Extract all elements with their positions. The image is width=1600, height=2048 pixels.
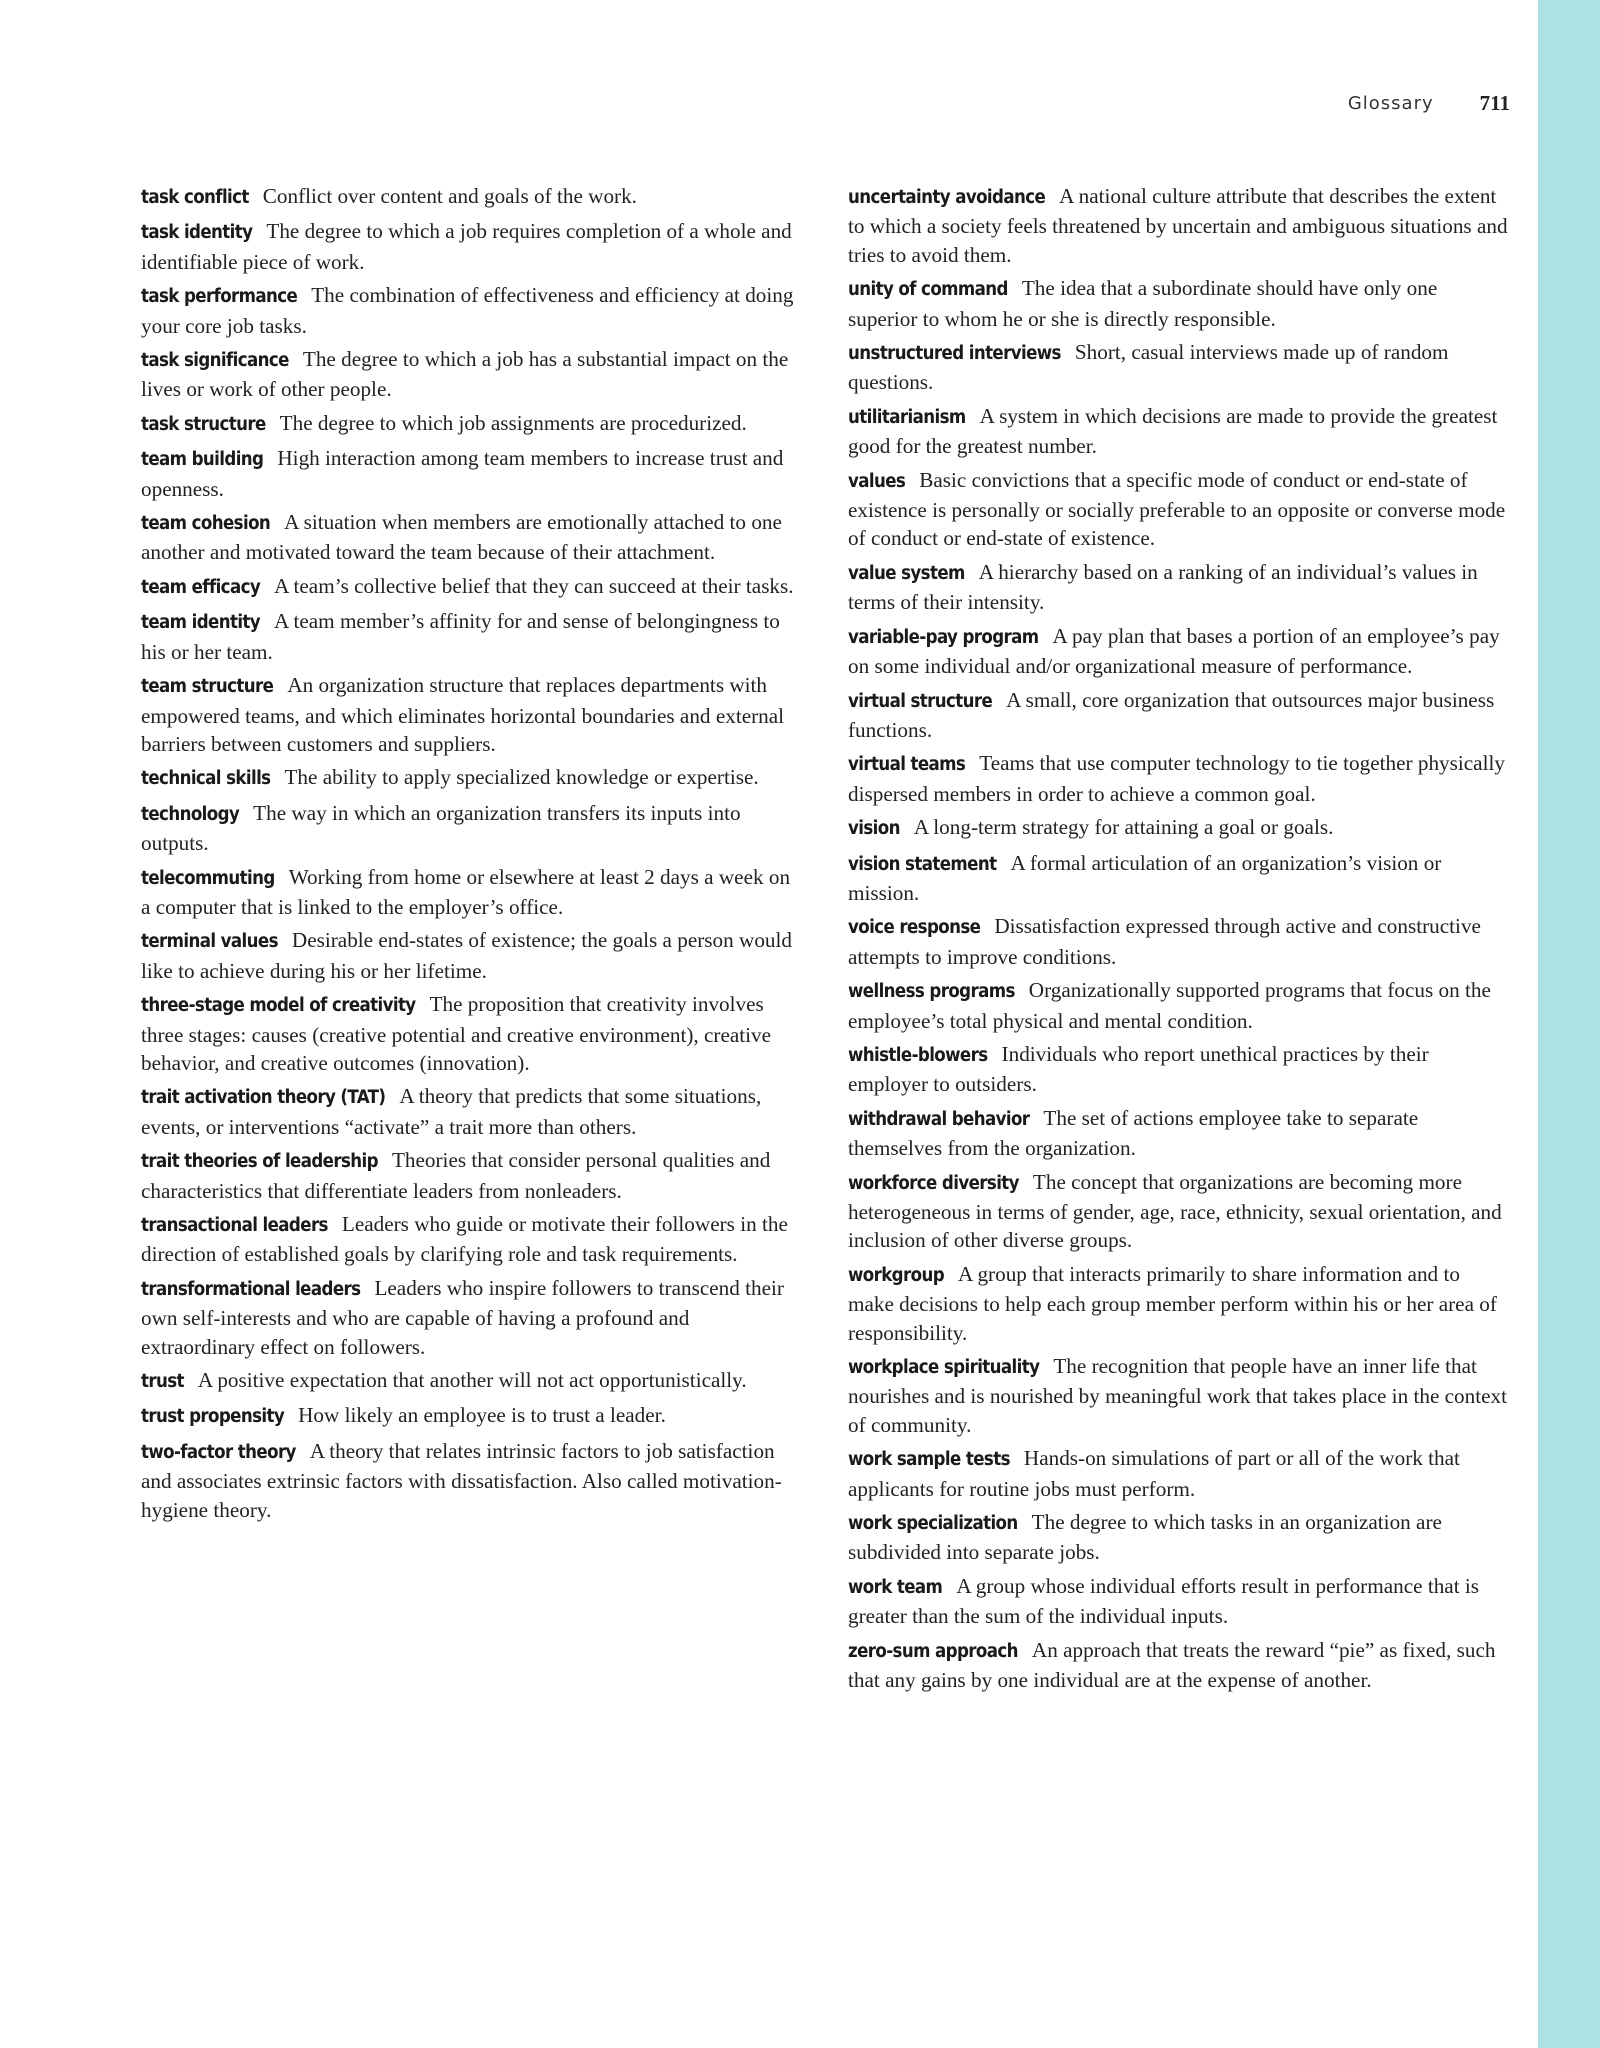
glossary-term: task performance	[141, 286, 298, 308]
glossary-term: trust	[141, 1371, 184, 1393]
glossary-definition: Organizationally supported programs that focus on the employee’s total physical and mental condition.	[848, 978, 1491, 1033]
glossary-definition: The degree to which a job requires completion of a whole and identifiable piece of work.	[141, 219, 792, 274]
glossary-term: technology	[141, 803, 240, 825]
page-edge-color-bar	[1538, 0, 1600, 2048]
glossary-term: wellness programs	[848, 981, 1015, 1003]
glossary-term: virtual structure	[848, 690, 993, 712]
glossary-term: workplace spirituality	[848, 1357, 1040, 1379]
glossary-definition: The way in which an organization transfers its inputs into outputs.	[141, 800, 741, 856]
glossary-entry	[141, 1401, 797, 1431]
glossary-entry	[848, 976, 1508, 1035]
glossary-entry	[141, 508, 797, 567]
glossary-term: withdrawal behavior	[848, 1108, 1030, 1130]
glossary-definition: A group whose individual efforts result in performance that is greater than the sum of the individual inputs.	[848, 1573, 1480, 1629]
glossary-term: variable-pay program	[848, 626, 1039, 648]
glossary-definition: Short, casual interviews made up of random questions.	[848, 340, 1449, 395]
glossary-entry	[848, 749, 1508, 808]
glossary-definition: An approach that treats the reward “pie” as fixed, such that any gains by one individual are at the expense of another.	[848, 1637, 1496, 1693]
glossary-definition: A pay plan that bases a portion of an employee’s pay on some individual and/or organizational measure of performance.	[848, 623, 1500, 679]
glossary-term: team cohesion	[141, 513, 271, 535]
glossary-entry	[141, 990, 797, 1077]
glossary-entry	[141, 926, 797, 985]
glossary-entry	[141, 345, 797, 404]
glossary-term: voice response	[848, 917, 981, 939]
glossary-entry	[141, 281, 797, 340]
glossary-entry	[141, 799, 797, 858]
page-number: 711	[1479, 90, 1510, 115]
glossary-definition: A small, core organization that outsources major business functions.	[848, 687, 1495, 742]
glossary-term: telecommuting	[141, 867, 275, 889]
glossary-term: trait theories of leadership	[141, 1151, 378, 1173]
glossary-term: unstructured interviews	[848, 343, 1061, 365]
glossary-definition: Leaders who guide or motivate their followers in the direction of established goals by clarifying role and task requirements.	[141, 1212, 788, 1267]
glossary-definition: Theories that consider personal qualities and characteristics that differentiate leaders from nonleaders.	[141, 1148, 771, 1203]
glossary-term: trait activation theory (TAT)	[141, 1087, 386, 1109]
glossary-term: team building	[141, 449, 264, 471]
glossary-definition: The proposition that creativity involves three stages: causes (creative potential and creative environment), creative behavior, and creative outcomes (innovation).	[141, 992, 772, 1075]
glossary-entry	[141, 863, 797, 922]
glossary-definition: Desirable end-states of existence; the goals a person would like to achieve during his or her lifetime.	[141, 928, 793, 983]
glossary-term: values	[848, 470, 906, 492]
glossary-definition: The degree to which job assignments are procedurized.	[279, 410, 747, 435]
glossary-term: virtual teams	[848, 754, 966, 776]
glossary-entry	[848, 1508, 1508, 1567]
glossary-entry	[848, 1040, 1508, 1099]
running-head	[1300, 88, 1510, 118]
glossary-entry	[141, 572, 797, 602]
glossary-entry	[141, 763, 797, 793]
glossary-definition: Leaders who inspire followers to transcend their own self-interests and who are capable of having a profound and extraordinary effect on followers.	[141, 1275, 784, 1359]
glossary-entry	[141, 409, 797, 439]
glossary-definition: An organization structure that replaces departments with empowered teams, and which eliminates horizontal boundaries and external barriers between customers and suppliers.	[141, 673, 785, 756]
glossary-entry	[141, 444, 797, 503]
glossary-definition: A national culture attribute that describes the extent to which a society feels threatened by uncertain and ambiguous situations and tries to avoid them.	[848, 184, 1508, 267]
glossary-definition: A formal articulation of an organization’s vision or mission.	[848, 850, 1442, 905]
glossary-term: task conflict	[141, 187, 249, 208]
glossary-entry	[848, 1636, 1508, 1695]
glossary-term: transformational leaders	[141, 1278, 361, 1300]
glossary-definition: The recognition that people have an inner life that nourishes and is nourished by meaningful work that takes place in the context of community.	[848, 1354, 1508, 1437]
glossary-definition: Conflict over content and goals of the work.	[262, 184, 637, 208]
glossary-definition: A positive expectation that another will not act opportunistically.	[197, 1368, 747, 1393]
glossary-column-left	[141, 182, 797, 1529]
glossary-term: uncertainty avoidance	[848, 187, 1046, 208]
glossary-entry	[848, 1104, 1508, 1163]
glossary-definition: A team’s collective belief that they can succeed at their tasks.	[274, 573, 794, 598]
glossary-entry	[848, 466, 1508, 553]
glossary-entry	[848, 402, 1508, 461]
glossary-term: task identity	[141, 222, 253, 244]
glossary-definition: How likely an employee is to trust a leader.	[298, 1403, 666, 1428]
glossary-definition: High interaction among team members to increase trust and openness.	[141, 446, 784, 501]
glossary-entry	[848, 686, 1508, 745]
glossary-definition: A situation when members are emotionally attached to one another and motivated toward the team because of their attachment.	[141, 510, 782, 565]
glossary-entry	[848, 622, 1508, 681]
glossary-definition: A group that interacts primarily to share information and to make decisions to help each group member perform within his or her area of responsibility.	[848, 1261, 1497, 1345]
glossary-definition: A system in which decisions are made to provide the greatest good for the greatest number.	[848, 403, 1498, 459]
glossary-entry	[141, 217, 797, 276]
glossary-term: team structure	[141, 676, 274, 698]
glossary-term: utilitarianism	[848, 406, 966, 428]
glossary-term: vision statement	[848, 853, 997, 875]
glossary-entry	[848, 849, 1508, 908]
glossary-entry	[141, 1210, 797, 1269]
glossary-term: workforce diversity	[848, 1172, 1019, 1194]
glossary-term: technical skills	[141, 768, 271, 790]
glossary-definition: The combination of effectiveness and efficiency at doing your core job tasks.	[141, 283, 794, 338]
glossary-entry	[141, 1082, 797, 1141]
glossary-entry	[848, 1572, 1508, 1631]
glossary-definition: Basic convictions that a specific mode of conduct or end-state of existence is personally or socially preferable to an opposite or converse mode of conduct or end-state of existence.	[848, 467, 1506, 551]
glossary-term: trust propensity	[141, 1406, 285, 1428]
glossary-entry	[848, 1444, 1508, 1503]
glossary-entry	[141, 182, 797, 212]
glossary-definition: Teams that use computer technology to tie together physically dispersed members in order to achieve a common goal.	[848, 751, 1505, 806]
glossary-definition: The idea that a subordinate should have only one superior to whom he or she is directly responsible.	[848, 276, 1438, 331]
glossary-definition: A hierarchy based on a ranking of an individual’s values in terms of their intensity.	[848, 559, 1478, 615]
glossary-definition: The degree to which tasks in an organization are subdivided into separate jobs.	[848, 1510, 1442, 1565]
glossary-definition: The ability to apply specialized knowledge or expertise.	[284, 765, 759, 790]
glossary-term: unity of command	[848, 279, 1008, 301]
glossary-definition: Hands-on simulations of part or all of the work that applicants for routine jobs must perform.	[848, 1446, 1460, 1501]
glossary-term: value system	[848, 562, 965, 584]
glossary-definition: Working from home or elsewhere at least 2 days a week on a computer that is linked to the employer’s office.	[141, 864, 791, 919]
glossary-definition: A team member’s affinity for and sense of belongingness to his or her team.	[141, 609, 780, 664]
glossary-entry	[141, 671, 797, 758]
glossary-term: whistle-blowers	[848, 1044, 988, 1066]
glossary-term: transactional leaders	[141, 1215, 328, 1236]
glossary-definition: The set of actions employee take to separate themselves from the organization.	[848, 1105, 1419, 1161]
glossary-definition: A theory that relates intrinsic factors to job satisfaction and associates extrinsic factors with dissatisfaction. Also called motivation-hygiene theory.	[141, 1438, 782, 1522]
glossary-term: task significance	[141, 350, 289, 372]
glossary-term: three-stage model of creativity	[141, 995, 416, 1017]
glossary-entry	[141, 1146, 797, 1205]
glossary-entry	[848, 338, 1508, 397]
glossary-entry	[848, 274, 1508, 333]
glossary-definition: Individuals who report unethical practices by their employer to outsiders.	[848, 1041, 1429, 1097]
glossary-definition: The degree to which a job has a substantial impact on the lives or work of other people.	[141, 347, 789, 402]
glossary-term: team identity	[141, 612, 261, 634]
glossary-term: task structure	[141, 413, 266, 435]
glossary-term: terminal values	[141, 931, 278, 953]
glossary-term: zero-sum approach	[848, 1640, 1018, 1662]
glossary-entry	[848, 182, 1508, 269]
glossary-entry	[141, 1274, 797, 1361]
glossary-entry	[848, 1352, 1508, 1439]
glossary-column-right	[848, 182, 1508, 1700]
glossary-term: work sample tests	[848, 1449, 1010, 1471]
glossary-entry	[141, 1437, 797, 1524]
glossary-term: two-factor theory	[141, 1441, 296, 1463]
glossary-term: workgroup	[848, 1264, 945, 1286]
glossary-definition: Dissatisfaction expressed through active and constructive attempts to improve conditions.	[848, 914, 1481, 969]
glossary-term: vision	[848, 818, 900, 840]
glossary-entry	[141, 607, 797, 666]
glossary-entry	[848, 912, 1508, 971]
glossary-term: work team	[848, 1576, 943, 1598]
glossary-definition: The concept that organizations are becoming more heterogeneous in terms of gender, age, race, ethnicity, sexual orientation, and inclusion of other diverse groups.	[848, 1169, 1502, 1253]
glossary-entry	[848, 813, 1508, 843]
glossary-entry	[848, 1168, 1508, 1255]
glossary-entry	[141, 1366, 797, 1396]
section-title: Glossary	[1347, 92, 1434, 114]
glossary-term: team efficacy	[141, 576, 261, 598]
glossary-definition: A theory that predicts that some situations, events, or interventions “activate” a trait more than others.	[141, 1084, 762, 1139]
glossary-term: work specialization	[848, 1513, 1018, 1535]
glossary-entry	[848, 558, 1508, 617]
glossary-definition: A long-term strategy for attaining a goal or goals.	[913, 815, 1334, 840]
glossary-entry	[848, 1260, 1508, 1347]
